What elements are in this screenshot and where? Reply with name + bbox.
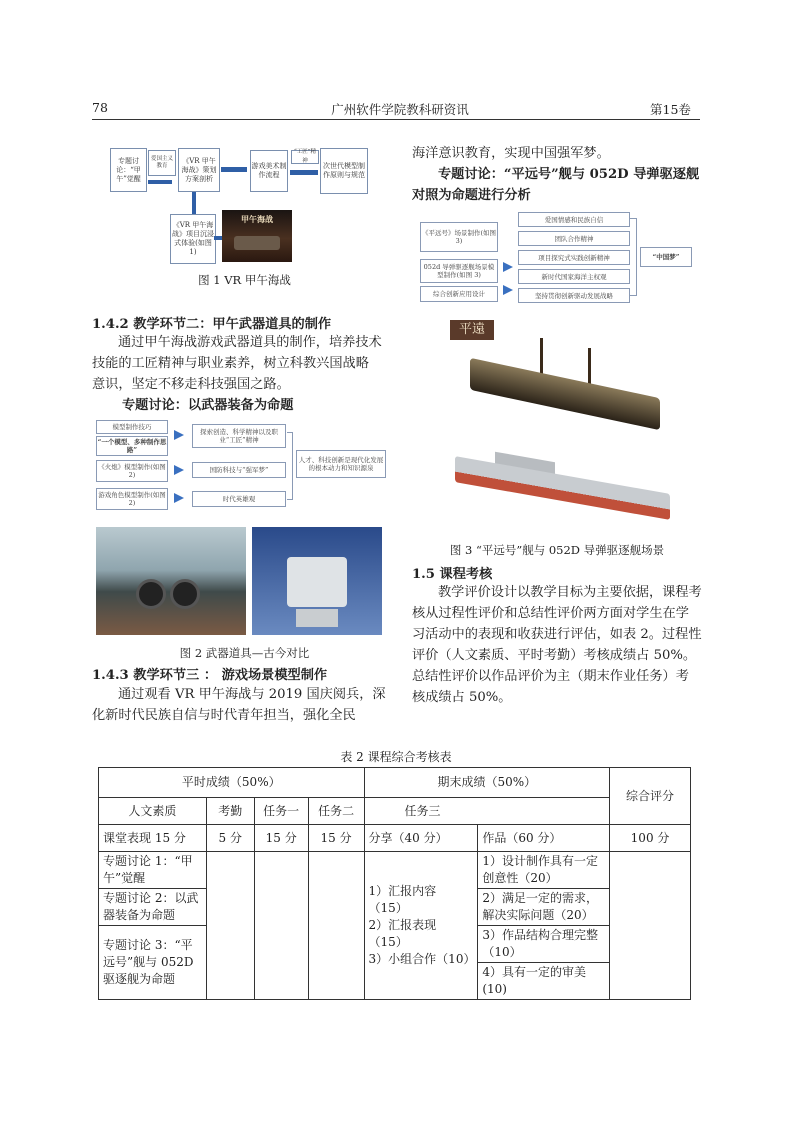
total-score: 100 分 bbox=[610, 825, 691, 852]
work-criterion: 2）满足一定的需求，解决实际问题（20） bbox=[478, 889, 610, 926]
paragraph: 教学评价设计以教学目标为主要依据，课程考核从过程性评价和总结性评价两方面对学生在学习活动中的表现和收获进行评估，如表 2。过程性评价（人文素质、平时考勤）考核成绩占 50%。总结性评价以作品评价为主（期末作业任务）考核成绩占 50%。 bbox=[412, 585, 702, 705]
header-usual: 平时成绩（50%） bbox=[99, 768, 365, 798]
header-final: 期末成绩（50%） bbox=[364, 768, 610, 798]
topic-discussion: 专题讨论：“平远号”舰与 052D 导弹驱逐舰对照为命题进行分析 bbox=[412, 167, 700, 203]
topic-2: 专题讨论 2：以武器装备为命题 bbox=[99, 889, 207, 926]
fig2-box: “一个模型、多种制作思路” bbox=[97, 438, 167, 454]
fig2-caption: 图 2 武器道具—古今对比 bbox=[179, 646, 310, 660]
empty-cell bbox=[610, 852, 691, 1000]
modern-weapon-image bbox=[252, 527, 382, 635]
share-items: 1）汇报内容（15） 2）汇报表现（15） 3）小组合作（10） bbox=[364, 852, 478, 1000]
section-heading: 1.4.3 教学环节三 ： 游戏场景模型制作 bbox=[92, 668, 328, 683]
fig1-box: 游戏美术制作流程 bbox=[250, 150, 288, 192]
cannon-barrel bbox=[136, 579, 166, 609]
task1-score: 15 分 bbox=[254, 825, 308, 852]
col-attendance: 考勤 bbox=[206, 798, 254, 825]
game-title: 甲午海战 bbox=[241, 214, 273, 224]
fig3-box: 综合创新应用设计 bbox=[420, 286, 498, 302]
bracket bbox=[287, 432, 293, 500]
ancient-cannon-image bbox=[96, 527, 246, 635]
attendance-score: 5 分 bbox=[206, 825, 254, 852]
col-humanities: 人文素质 bbox=[99, 798, 207, 825]
header-overall: 综合评分 bbox=[610, 768, 691, 825]
fig3-box: 《平远号》场景制作(如图 3) bbox=[420, 222, 498, 252]
pingyuan-ship-image bbox=[440, 318, 690, 436]
col-task3: 任务三 bbox=[364, 798, 610, 825]
fig2-box: 国防科技与“强军梦” bbox=[192, 462, 286, 478]
fig1-box: 爱国主义教育 bbox=[148, 150, 176, 176]
arrow-icon bbox=[192, 192, 196, 214]
topic-3: 专题讨论 3：“平远号”舰与 052D 驱逐舰为命题 bbox=[99, 926, 207, 1000]
section-heading: 1.4.2 教学环节二：甲午武器道具的制作 bbox=[92, 317, 332, 332]
empty-cell bbox=[206, 852, 254, 1000]
journal-title: 广州软件学院教科研资讯 bbox=[331, 102, 469, 117]
fig2-box: 探索创造、科学精神以及职业“工匠”精神 bbox=[192, 424, 286, 448]
arrow-icon bbox=[174, 465, 184, 475]
fig2-box: 《火炮》模型制作(如图 2) bbox=[96, 460, 168, 482]
arrow-icon bbox=[148, 180, 172, 184]
fig2-box: 人才、科技创新是现代化发展的根本动力和知识源泉 bbox=[296, 450, 386, 478]
task2-score: 15 分 bbox=[308, 825, 364, 852]
work-criterion: 4）具有一定的审美(10) bbox=[478, 963, 610, 1000]
fig3-box: “中国梦” bbox=[640, 247, 692, 267]
fig2-box: 时代英雄观 bbox=[192, 491, 286, 507]
topic-discussion: 专题讨论：以武器装备为命题 bbox=[122, 398, 294, 413]
fig3-box: 爱国情感和民族自信 bbox=[518, 212, 630, 227]
assessment-table bbox=[98, 767, 691, 1000]
work-score: 作品（60 分） bbox=[478, 825, 610, 852]
paragraph-cont: 海洋意识教育，实现中国强军梦。 bbox=[412, 146, 610, 161]
arrow-icon bbox=[503, 262, 513, 272]
paragraph: 通过甲午海战游戏武器道具的制作，培养技术技能的工匠精神与职业素养，树立科教兴国战略意识，坚定不移走科技强国之路。 bbox=[92, 335, 382, 392]
bracket bbox=[630, 218, 637, 296]
fig2-box: 游戏角色模型制作(如图 2) bbox=[96, 488, 168, 510]
topic-1: 专题讨论 1：“甲午”觉醒 bbox=[99, 852, 207, 889]
fig3-box: 团队合作精神 bbox=[518, 231, 630, 246]
header-rule bbox=[92, 119, 700, 120]
turret-base bbox=[296, 609, 338, 627]
ship-label: 平遠 bbox=[450, 320, 494, 340]
empty-cell bbox=[308, 852, 364, 1000]
fig1-box: 《VR 甲午海战》策划方案剖析 bbox=[178, 148, 220, 192]
work-criterion: 1）设计制作具有一定创意性（20） bbox=[478, 852, 610, 889]
arrow-icon bbox=[503, 285, 513, 295]
fig1-caption: 图 1 VR 甲午海战 bbox=[198, 273, 291, 287]
ship-hull bbox=[455, 456, 670, 520]
volume: 第15卷 bbox=[650, 102, 691, 117]
share-score: 分享（40 分） bbox=[364, 825, 478, 852]
row-class: 课堂表现 15 分 bbox=[99, 825, 207, 852]
turret-model bbox=[287, 557, 347, 607]
table-caption: 表 2 课程综合考核表 bbox=[340, 750, 452, 764]
col-task2: 任务二 bbox=[308, 798, 364, 825]
arrow-icon bbox=[221, 167, 247, 172]
052d-destroyer-image bbox=[455, 445, 675, 525]
col-task1: 任务一 bbox=[254, 798, 308, 825]
arrow-icon bbox=[174, 430, 184, 440]
section-heading: 1.5 课程考核 bbox=[412, 567, 493, 582]
fig2-box: 模型制作技巧 bbox=[96, 420, 168, 434]
fig1-box: 《VR 甲午海战》项目沉浸式体验(如图1) bbox=[170, 214, 216, 264]
fig3-box: 052d 导弹驱逐舰场景模型制作(如图 3) bbox=[420, 259, 498, 283]
cannon-barrel bbox=[170, 579, 200, 609]
vr-game-screenshot bbox=[222, 210, 292, 262]
fig3-box: 新时代国家海洋主权观 bbox=[518, 269, 630, 284]
empty-cell bbox=[254, 852, 308, 1000]
fig3-box: 坚持贯彻创新驱动发展战略 bbox=[518, 288, 630, 303]
arrow-icon bbox=[174, 493, 184, 503]
work-criterion: 3）作品结构合理完整（10） bbox=[478, 926, 610, 963]
ship-model bbox=[234, 236, 280, 250]
paragraph: 通过观看 VR 甲午海战与 2019 国庆阅兵，深化新时代民族自信与时代青年担当，强化全民 bbox=[92, 687, 386, 723]
arrow-icon bbox=[290, 170, 318, 175]
ship-hull bbox=[470, 358, 660, 430]
fig1-box: 专题讨论：“甲午”觉醒 bbox=[110, 148, 147, 192]
fig3-box: 项目探究式实践创新精神 bbox=[518, 250, 630, 265]
fig3-caption: 图 3 “平远号”舰与 052D 导弹驱逐舰场景 bbox=[449, 543, 665, 557]
fig1-box: 次世代模型制作原则与规范 bbox=[320, 148, 368, 194]
fig1-box: “工匠”精神 bbox=[291, 150, 319, 164]
page-number: 78 bbox=[92, 100, 108, 115]
